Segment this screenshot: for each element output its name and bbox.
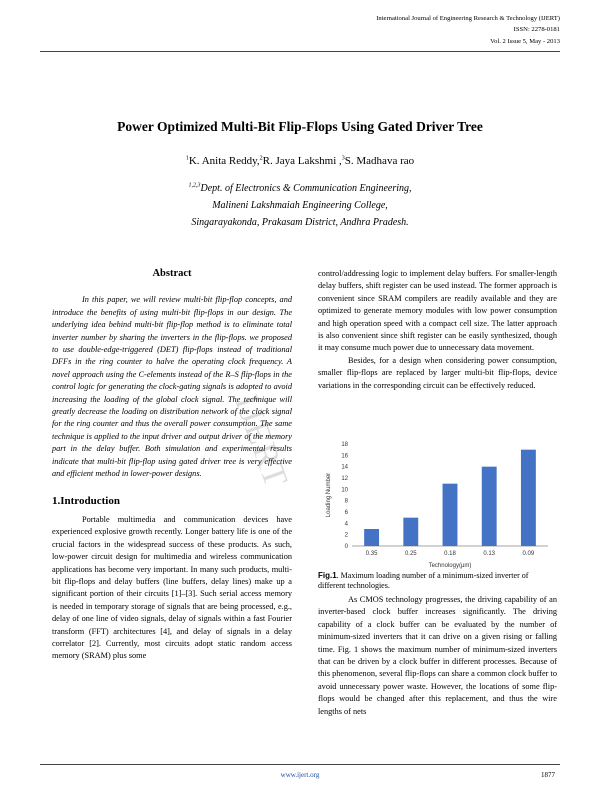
author-2: R. Jaya Lakshmi ,: [262, 155, 342, 167]
author-2-sup: 2: [259, 155, 263, 162]
bar-chart-svg: [322, 438, 554, 570]
header-rule: [40, 51, 560, 52]
y-tick-label: 4: [344, 521, 348, 528]
figure-caption-text: . Maximum loading number of a minimum-sized inverter of different technologies.: [318, 571, 529, 591]
x-tick-label: 0.35: [365, 551, 378, 557]
author-1: K. Anita Reddy,: [188, 155, 260, 167]
figure-label: Fig.1: [318, 571, 337, 580]
affiliation-sup: 1,2,3: [188, 182, 201, 189]
y-tick-label: 6: [344, 510, 348, 516]
y-tick-label: 18: [341, 442, 348, 448]
y-tick-label: 12: [341, 476, 348, 482]
right-paragraph-3: As CMOS technology progresses, the driving capability of an inverter-based clock buffer increases significantly. The driving capability of a clock buffer can be evaluated by the number of minimum-sized inverters that it can drive on a given rising or falling time. Fig. 1 shows the maximum number of minimum-sized inverters that can be driven by a clock buffer in different processes. Because of this phenomenon, several flip-flops can share a common clock buffer to avoid unnecessary power waste. However, the locations of some flip-flops would be changed after this replacement, and thus the wire lengths of nets: [318, 595, 557, 716]
affiliation-dept: Dept. of Electronics & Communication Engineering,: [200, 183, 412, 194]
x-tick-label: 0.13: [483, 551, 496, 557]
page-number: 1877: [541, 771, 555, 779]
y-tick-label: 0: [344, 544, 348, 550]
author-3-sup: 3: [341, 155, 345, 162]
figure-1-caption: [318, 571, 557, 591]
author-3: S. Madhava rao: [344, 155, 415, 167]
y-tick-label: 8: [344, 498, 348, 505]
x-tick-label: 0.09: [522, 551, 535, 557]
bar-0.09: [521, 450, 536, 546]
right-paragraph-2: Besides, for a design when considering power consumption, smaller flip-flops are replaced by larger multi-bit flip-flops, device variations in the corresponding circuit can be effectively reduced.: [318, 355, 557, 390]
left-column: [52, 268, 292, 663]
footer-url: www.ijert.org: [280, 771, 320, 779]
x-tick-label: 0.25: [404, 551, 417, 557]
affiliation-line-1: [0, 183, 600, 194]
authors: [0, 155, 600, 167]
y-tick-label: 14: [341, 464, 348, 471]
introduction-heading: 1.Introduction: [52, 494, 120, 507]
bar-0.18: [443, 484, 458, 546]
volume-issue: Vol. 2 Issue 5, May - 2013: [490, 38, 560, 45]
issn: ISSN: 2278-0181: [513, 26, 560, 33]
y-tick-label: 2: [344, 532, 348, 539]
affiliation-line-2: Malineni Lakshmaiah Engineering College,: [212, 200, 388, 211]
bar-0.25: [403, 518, 418, 546]
abstract-text: In this paper, we will review multi-bit flip-flop concepts, and introduce the benefits of using multi-bit flip-flops in our design. The underlying idea behind multi-bit flip-flop method is to eliminate total inverter number by sharing the inverters in the flip-flops. we proposed to use double-edge-triggered (DET) flip-flops instead of traditional DFFs in the ring counter to halve the operating clock frequency. A novel approach using the C-elements instead of the R–S flip-flops in the control logic for generating the clock-gating signals is adopted to avoid increasing the loading of the global clock signal. The technique will greatly decrease the loading on distribution network of the clock signal for the ring counter and thus the overall power consumption. The same technique is applied to the input driver and output driver of the memory part in the delay buffer. Both simulation and experimental results indicate that multi-bit flip-flop using gated driver tree is very effective and efficient method in lower-power designs.: [52, 295, 292, 479]
y-tick-label: 16: [341, 453, 348, 460]
right-paragraph-1: control/addressing logic to implement delay buffers. For smaller-length delay buffers, shift register can be used instead. The former approach is convenient since SRAM compilers are readily available and they are optimized to generate memory modules with low power consumption and high operation speed with a compact cell size. The latter approach is also convenient since shift register can be easily synthesized, though it may consume much power due to unnecessary data movement.: [318, 269, 557, 353]
abstract-heading: Abstract: [152, 268, 192, 279]
right-column-bottom: [318, 594, 557, 718]
footer-rule: [40, 764, 560, 765]
figure-1-chart: [322, 438, 554, 570]
right-column-top: [318, 268, 557, 392]
x-tick-label: 0.18: [444, 551, 456, 557]
watermark: IJERT: [227, 390, 296, 494]
affiliation-line-3: Singarayakonda, Prakasam District, Andhra Pradesh.: [191, 217, 409, 228]
author-1-sup: 1: [185, 155, 189, 162]
introduction-text: Portable multimedia and communication devices have experienced explosive growth recently. Longer battery life is one of the crucial factors in the widespread success of these products. As such, low-power circuit design for multimedia and wireless communication applications has become very important. In many such products, multi-bit flip-flops and delay buffers (line buffers, delay lines) make up a significant portion of their circuits [1]–[3]. Such serial access memory is needed in temporary storage of signals that are being processed, e.g., delay of one line of video signals, delay of signals within a fast Fourier transform (FFT) architectures [4], and delay of signals in a delay correlator [2]. Currently, most circuits adopt static random access memory (SRAM) plus some: [52, 514, 292, 661]
paper-title: Power Optimized Multi-Bit Flip-Flops Using Gated Driver Tree: [117, 119, 483, 134]
y-tick-label: 10: [341, 487, 348, 494]
journal-name: International Journal of Engineering Research & Technology (IJERT): [376, 15, 560, 22]
bar-0.13: [482, 467, 497, 546]
bar-0.35: [364, 529, 379, 546]
y-axis-label: Loading Number: [326, 472, 332, 518]
x-axis-label: Technology(μm): [428, 563, 472, 569]
